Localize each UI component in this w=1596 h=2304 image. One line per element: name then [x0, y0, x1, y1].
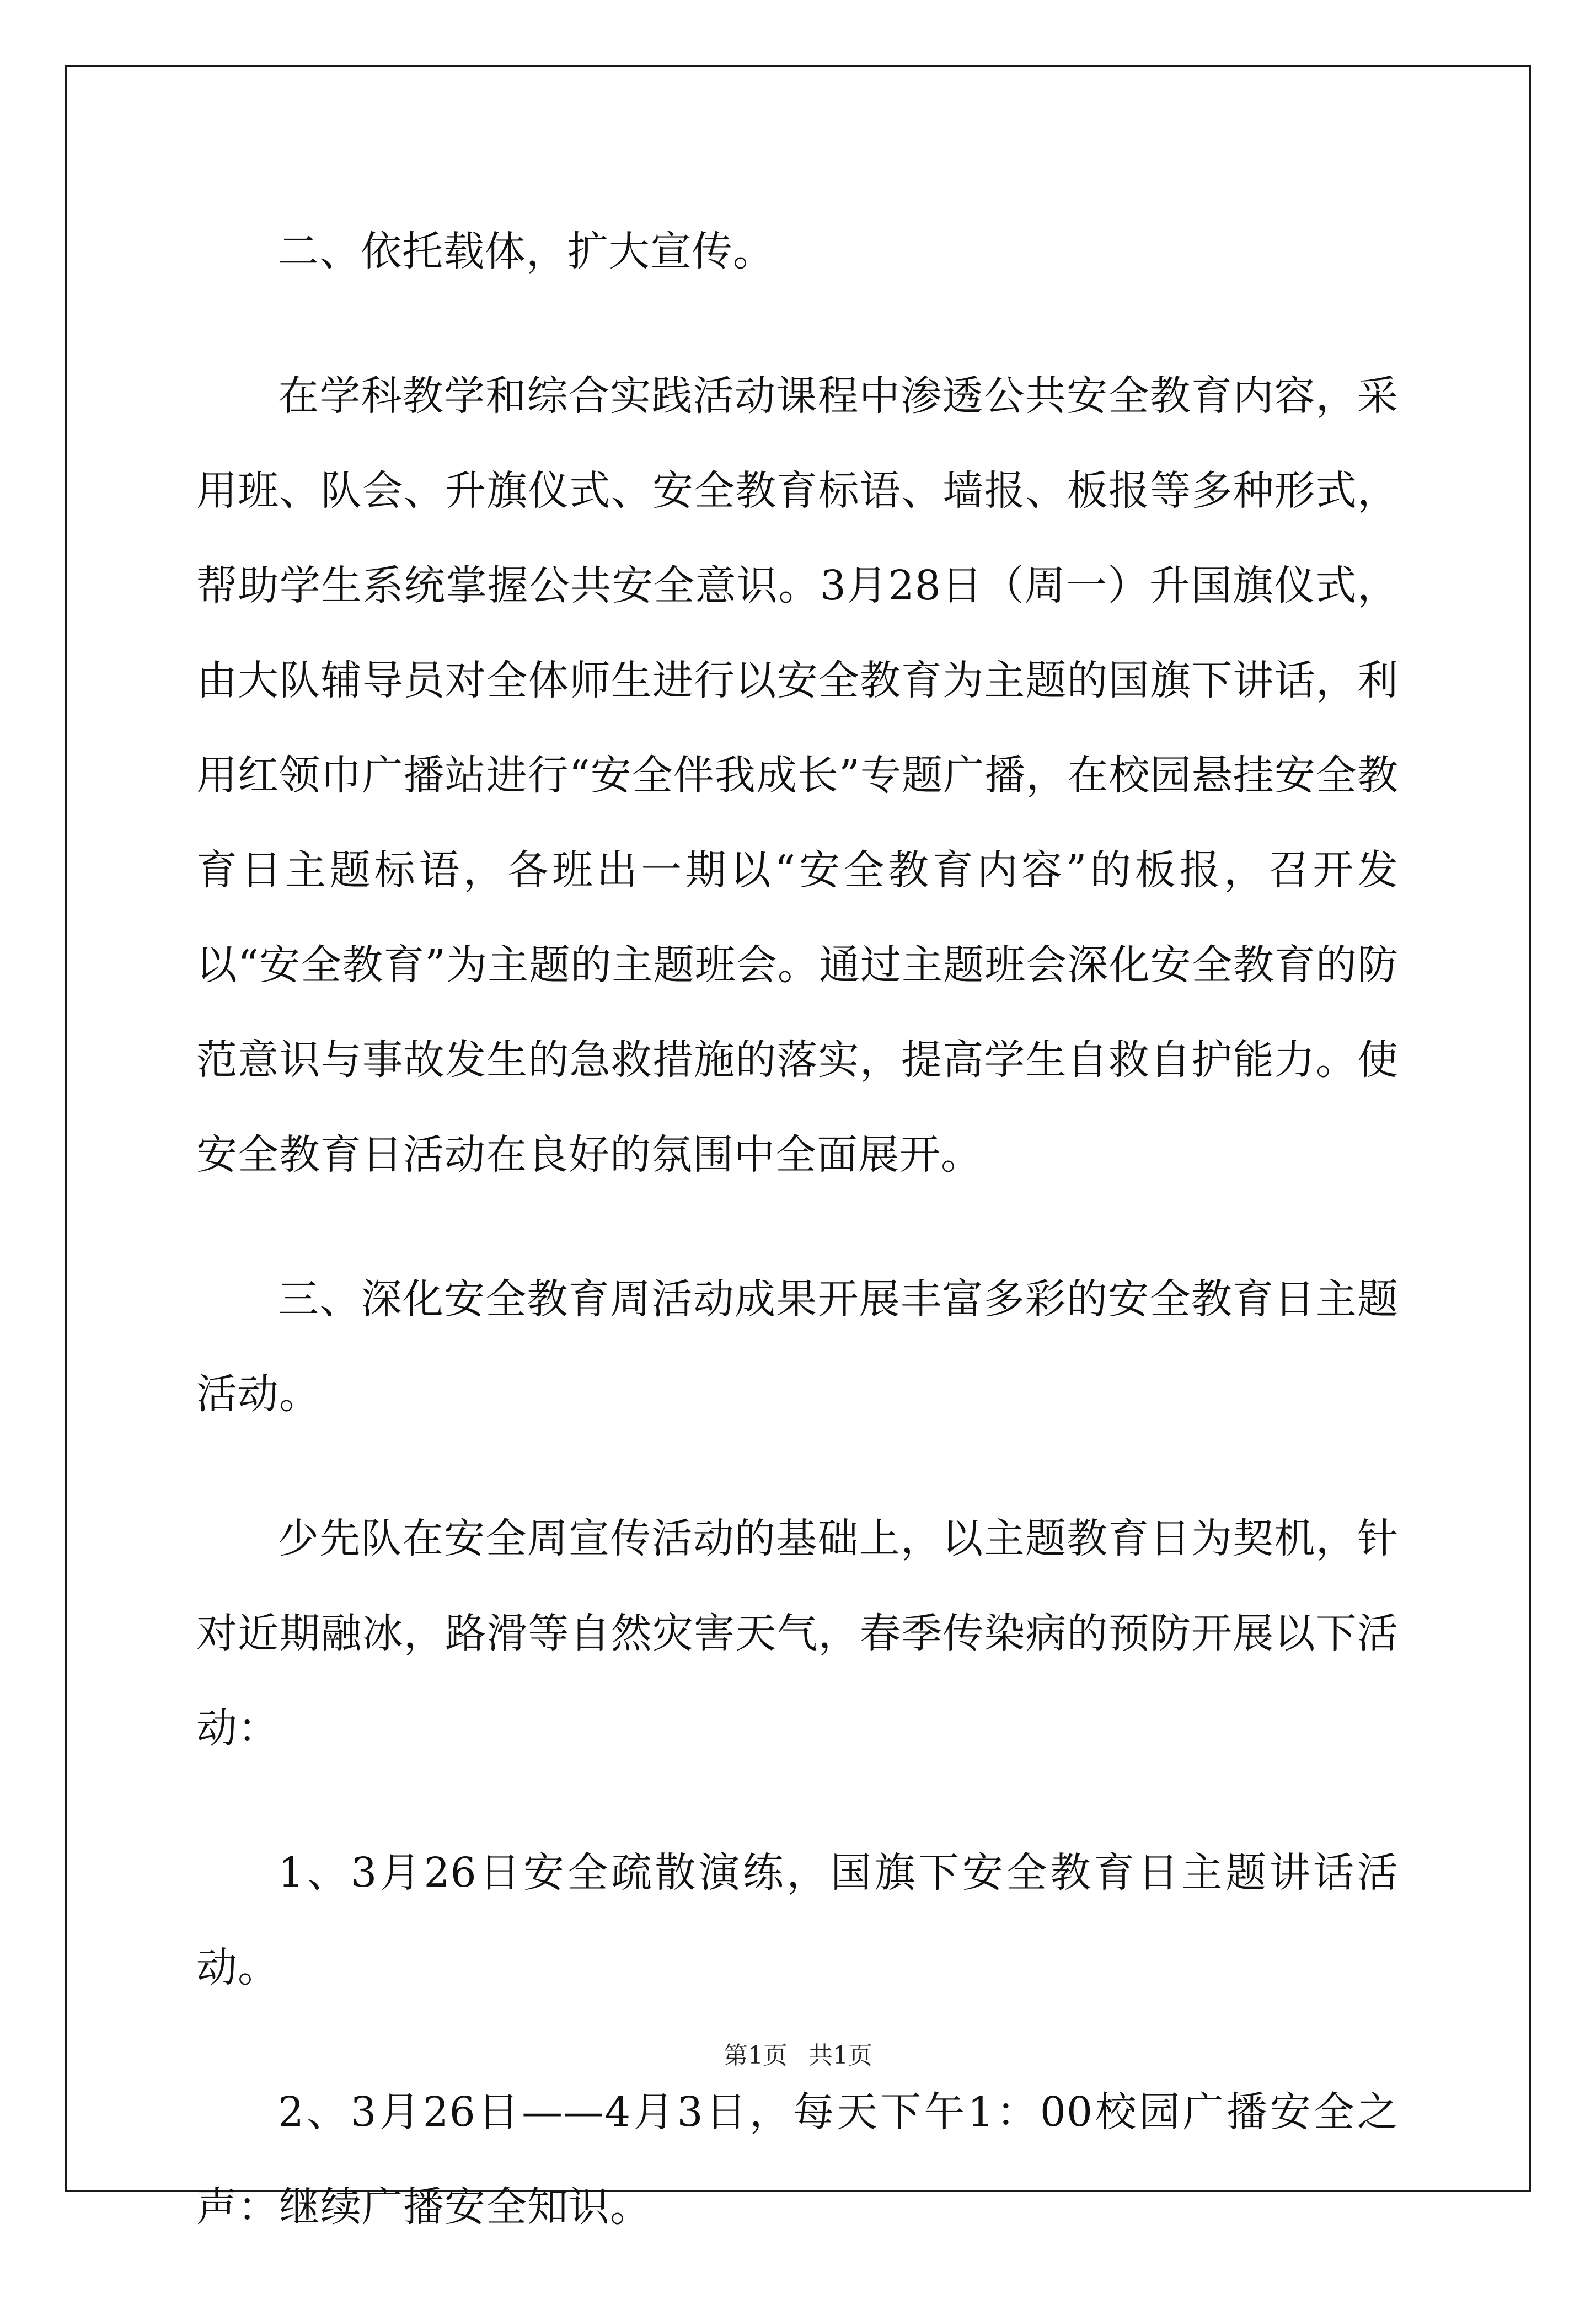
page-number-total: 共1页	[808, 2042, 872, 2070]
page-footer	[0, 2039, 1596, 2072]
paragraph-heading-3: 三、深化安全教育周活动成果开展丰富多彩的安全教育日主题活动。	[196, 1276, 1399, 1418]
paragraph-item-1: 1、3月26日安全疏散演练，国旗下安全教育日主题讲话活动。	[196, 1849, 1399, 1991]
document-body	[196, 204, 1399, 2304]
paragraph-body-1: 在学科教学和综合实践活动课程中渗透公共安全教育内容，采用班、队会、升旗仪式、安全教育标语、墙报、板报等多种形式，帮助学生系统掌握公共安全意识。3月28日（周一）升国旗仪式，由大队辅导员对全体师生进行以安全教育为主题的国旗下讲话，利用红领巾广播站进行“安全伴我成长”专题广播，在校园悬挂安全教育日主题标语，各班出一期以“安全教育内容”的板报，召开发以“安全教育”为主题的主题班会。通过主题班会深化安全教育的防范意识与事故发生的急救措施的落实，提高学生自救自护能力。使安全教育日活动在良好的氛围中全面展开。	[196, 372, 1399, 1178]
paragraph-item-2: 2、3月26日——4月3日，每天下午1：00校园广播安全之声：继续广播安全知识。	[196, 2088, 1399, 2231]
paragraph-body-2: 少先队在安全周宣传活动的基础上，以主题教育日为契机，针对近期融冰，路滑等自然灾害天气，春季传染病的预防开展以下活动：	[196, 1515, 1399, 1752]
paragraph-heading-2: 二、依托载体，扩大宣传。	[278, 228, 774, 275]
page-number-current: 第1页	[724, 2042, 788, 2070]
